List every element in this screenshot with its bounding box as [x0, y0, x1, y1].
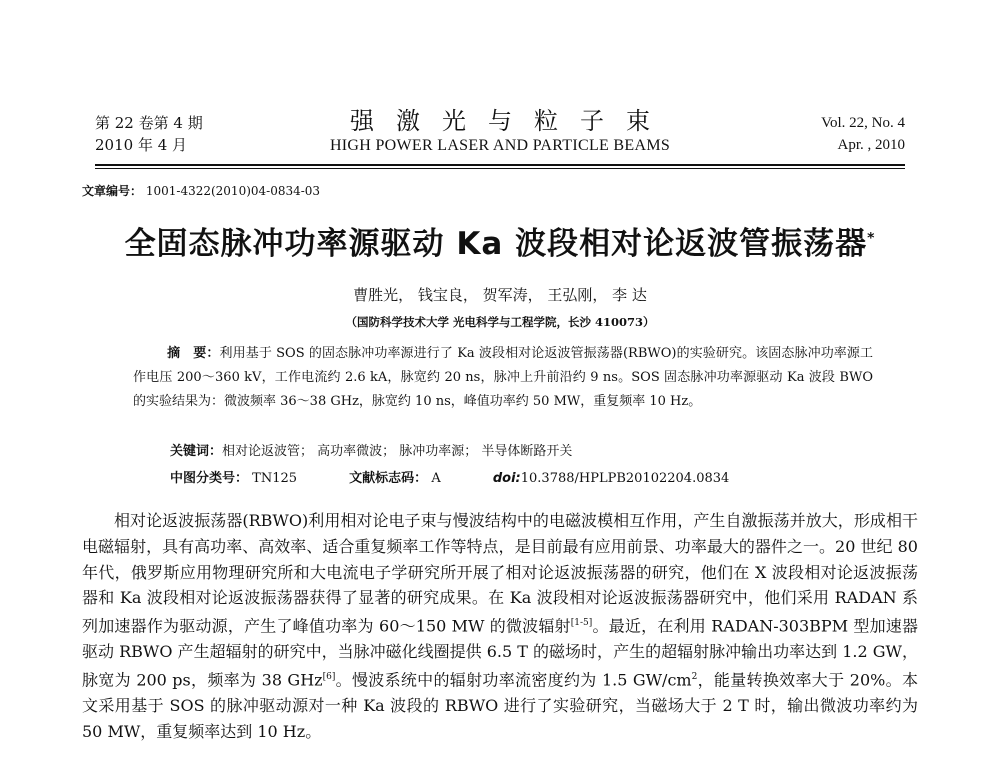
doc-code-value: A: [431, 471, 441, 486]
body-text: [82, 508, 918, 745]
date-en: Apr. , 2010: [837, 137, 905, 153]
header-right: [821, 112, 905, 156]
journal-name-cn: 强激光与粒子束: [350, 107, 672, 135]
article-number-value: 1001-4322(2010)04-0834-03: [145, 184, 321, 198]
authors: 曹胜光， 钱宝良， 贺军涛， 王弘刚， 李 达: [353, 286, 647, 304]
doi-value: 10.3788/HPLPB20102204.0834: [520, 471, 730, 486]
journal-header: [95, 107, 905, 158]
date-cn: 2010 年 4 月: [95, 136, 188, 154]
body-part-3: 。慢波系统中的辐射功率流密度约为 1.5 GW/cm: [335, 670, 692, 690]
abstract-label: 摘 要：: [167, 346, 220, 361]
affiliation: （国防科学技术大学 光电科学与工程学院，长沙 410073）: [345, 315, 655, 329]
body-part-1: 相对论返波振荡器(RBWO)利用相对论电子束与慢波结构中的电磁波模相互作用，产生自激振荡并放大，形成相干电磁辐射，具有高功率、高效率、适合重复频率工作等特点，是目前最有应用前景、功率最大的器件之一。20 世纪 80 年代，俄罗斯应用物理研究所和大电流电子学研究所开展了相对论返波振荡器的研究，他们在 X 波段相对论返波振荡器和 Ka 波段相对论返波振荡器获得了显著的研究成果。在 Ka 波段相对论返波振荡器研究中，他们采用 RADAN 系列加速器作为驱动源，产生了峰值功率为 60～150 MW 的微波辐射: [82, 511, 918, 636]
keywords: [170, 440, 572, 459]
clc-value: TN125: [252, 471, 298, 486]
citation-1-5: [1-5]: [570, 618, 593, 629]
paper-title: [0, 218, 1000, 263]
body-part-2: 。最近，在利用 RADAN-303BPM 型加速器驱动 RBWO 产生超辐射的研究中，当脉冲磁化线圈提供 6.5 T 的磁场时，产生的超辐射脉冲输出功率达到 1.2 GW，脉宽为 200 ps，频率为 38 GHz: [82, 616, 918, 690]
volume-cn: 第 22 卷第 4 期: [95, 114, 203, 132]
header-rule-thin: [95, 168, 905, 169]
doc-code-label: 文献标志码：: [349, 471, 428, 486]
doi-label: doi:: [492, 471, 521, 486]
volume-en: Vol. 22, No. 4: [821, 115, 905, 131]
keywords-label: 关键词：: [170, 444, 223, 459]
citation-6: [6]: [322, 672, 336, 683]
header-center: [95, 106, 905, 156]
header-rule-thick: [95, 164, 905, 166]
body-part-4: ，能量转换效率大于 20%。本文采用基于 SOS 的脉冲驱动源对一种 Ka 波段的 RBWO 进行了实验研究，当磁场大于 2 T 时，输出微波功率约为 50 MW，重复频率达到 10 Hz。: [82, 670, 918, 742]
paper-title-text: 全固态脉冲功率源驱动 Ka 波段相对论返波管振荡器: [124, 226, 868, 262]
classification-line: [170, 467, 729, 486]
journal-name-en: HIGH POWER LASER AND PARTICLE BEAMS: [329, 137, 671, 154]
article-number: [82, 182, 320, 199]
superscript-2: 2: [691, 672, 698, 683]
abstract: [133, 342, 873, 414]
article-number-label: 文章编号：: [82, 184, 143, 198]
intro-paragraph: [82, 508, 918, 745]
clc-label: 中图分类号：: [170, 471, 249, 486]
title-footnote-marker: *: [867, 230, 876, 247]
keywords-text: 相对论返波管； 高功率微波； 脉冲功率源； 半导体断路开关: [222, 444, 573, 459]
abstract-text: 利用基于 SOS 的固态脉冲功率源进行了 Ka 波段相对论返波管振荡器(RBWO)的实验研究。该固态脉冲功率源工作电压 200～360 kV，工作电流约 2.6 kA，脉宽约 20 ns，脉冲上升前沿约 9 ns。SOS 固态脉冲功率源驱动 Ka 波段 BWO 的实验结果为：微波频率 36～38 GHz，脉宽约 10 ns，峰值功率约 50 MW，重复频率 10 Hz。: [133, 346, 873, 409]
